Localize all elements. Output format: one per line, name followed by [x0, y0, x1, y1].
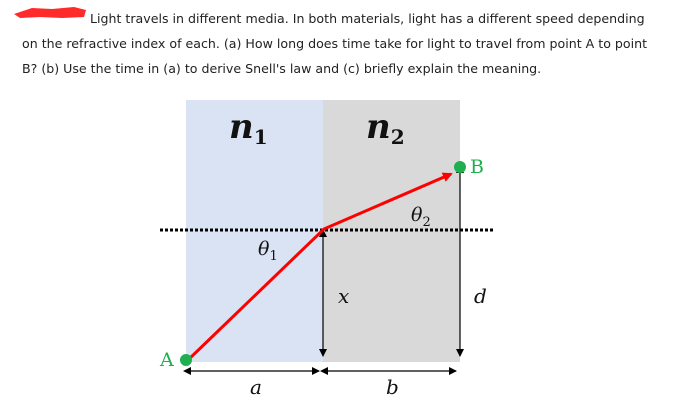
- n2-subscript: 2: [390, 125, 405, 149]
- theta2-subscript: 2: [422, 215, 431, 230]
- point-b-marker: [454, 161, 466, 173]
- n2-symbol: n: [366, 107, 391, 147]
- label-d: d: [474, 284, 487, 308]
- question-line-1: Light travels in different media. In both materials, light has a different speed depending: [90, 11, 645, 26]
- label-x: x: [338, 284, 350, 308]
- theta2-symbol: θ: [411, 204, 423, 226]
- theta1-subscript: 1: [269, 249, 278, 264]
- theta1-symbol: θ: [258, 238, 270, 260]
- point-a-marker: [180, 354, 192, 366]
- question-line-3: B? (b) Use the time in (a) to derive Snell's law and (c) briefly explain the meaning.: [22, 61, 542, 76]
- label-point-b: B: [470, 156, 484, 178]
- question-line-2: on the refractive index of each. (a) How long does time take for light to travel from point A to point: [22, 36, 648, 51]
- n1-subscript: 1: [253, 125, 268, 149]
- label-b: b: [386, 375, 399, 399]
- label-a: a: [250, 375, 262, 399]
- label-point-a: A: [160, 349, 174, 371]
- n1-symbol: n: [229, 107, 254, 147]
